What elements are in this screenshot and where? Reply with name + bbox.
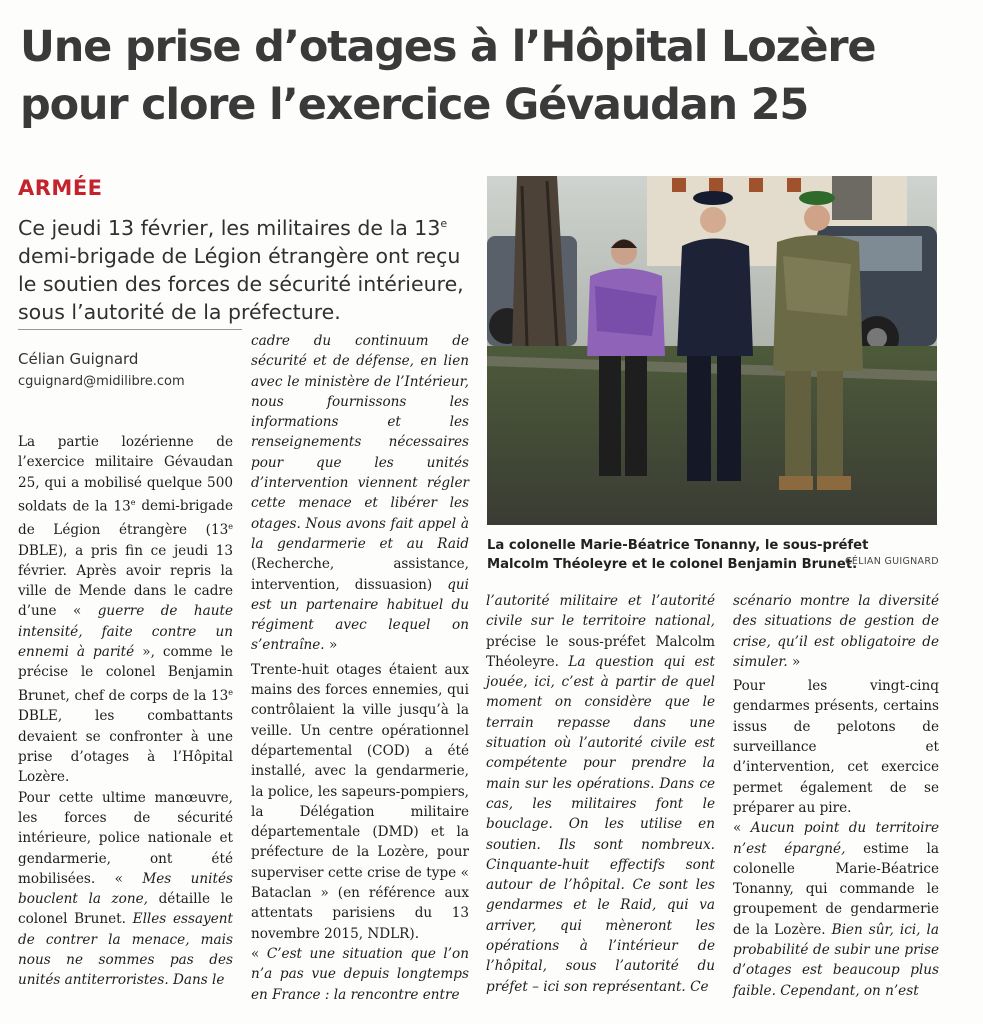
photo-caption: La colonelle Marie-Béatrice Tonanny, le sous-préfet Malcolm Théoleyre et le colonel Benjamin Brunet. xyxy=(487,538,869,572)
byline-author: Célian Guignard xyxy=(18,350,139,368)
article-paragraph: « C’est une situation que l’on n’a pas vue depuis longtemps en France : la rencontre entre xyxy=(251,945,469,1003)
article-paragraph: scénario montre la diversité des situations de gestion de crise, qu’il est obligatoire de simuler. » xyxy=(733,593,939,670)
byline-divider xyxy=(18,329,242,330)
headline-line-2: pour clore l’exercice Gévaudan 25 xyxy=(20,80,809,130)
photo-illustration xyxy=(487,176,937,525)
article-column-1 xyxy=(18,432,233,991)
section-label: ARMÉE xyxy=(18,176,103,200)
article-paragraph: La partie lozérienne de l’exercice militaire Gévaudan 25, qui a mobilisé quelque 500 soldats de la 13e demi-brigade de Légion étrangère (13e DBLE), a pris fin ce jeudi 13 février. Après avoir repris la ville de Mende dans le cadre d’une « guerre de haute intensité, faite contre un ennemi à parité », comme le précise le colonel Benjamin Brunet, chef de corps de la 13e DBLE, les combattants devaient se confronter à une prise d’otages à l’Hôpital Lozère. xyxy=(18,434,233,786)
article-column-2 xyxy=(251,331,469,1005)
headline xyxy=(20,18,970,134)
headline-line-1: Une prise d’otages à l’Hôpital Lozère xyxy=(20,22,876,72)
lead-paragraph: Ce jeudi 13 février, les militaires de la 13e demi-brigade de Légion étrangère ont reçu le soutien des forces de sécurité intérieure, sous l’autorité de la préfecture. xyxy=(18,215,464,324)
photo-credit: CÉLIAN GUIGNARD xyxy=(845,556,939,567)
article-photo xyxy=(487,176,937,525)
article-column-4 xyxy=(733,591,939,1001)
byline-email[interactable]: cguignard@midilibre.com xyxy=(18,374,185,389)
article-paragraph: « Aucun point du territoire n’est épargné, estime la colonelle Marie-Béatrice Tonanny, qui commande le groupement de gendarmerie de la Lozère. Bien sûr, ici, la probabilité de subir une prise d’otages est beaucoup plus faible. Cependant, on n’est xyxy=(733,820,939,999)
article-paragraph: cadre du continuum de sécurité et de défense, en lien avec le ministère de l’Intérieur, nous fournissons les informations et les renseignements nécessaires pour que les unités d’intervention viennent régler cette menace et libérer les otages. Nous avons fait appel à la gendarmerie et au Raid (Recherche, assistance, intervention, dissuasion) qui est un partenaire habituel du régiment avec lequel on s’entraîne. » xyxy=(251,333,469,654)
article-paragraph: Pour cette ultime manœuvre, les forces de sécurité intérieure, police nationale et gendarmerie, ont été mobilisées. « Mes unités bouclent la zone, détaille le colonel Brunet. Elles essayent de contrer la menace, mais nous ne sommes pas des unités antiterroristes. Dans le xyxy=(18,789,233,989)
article-paragraph: Pour les vingt-cinq gendarmes présents, certains issus de pelotons de surveillance et d’intervention, cet exercice permet également de se préparer au pire. xyxy=(733,678,939,816)
article-column-3 xyxy=(486,591,715,997)
article-paragraph: l’autorité militaire et l’autorité civile sur le territoire national, précise le sous-préfet Malcolm Théoleyre. La question qui est jouée, ici, c’est à partir de quel moment on considère que le terrain repasse dans une situation où l’autorité civile est compétente pour prendre la main sur les opérations. Dans ce cas, les militaires font le bouclage. On les utilise en soutien. Ils sont nombreux. Cinquante-huit effectifs sont autour de l’hôpital. Ce sont les gendarmes et le Raid, qui va arriver, qui mèneront les opérations à l’intérieur de l’hôpital, sous l’autorité du préfet – ici son représentant. Ce xyxy=(486,593,715,995)
article-paragraph: Trente-huit otages étaient aux mains des forces ennemies, qui contrôlaient la ville jusqu’à la veille. Un centre opérationnel départemental (COD) a été installé, avec la gendarmerie, la police, les sapeurs-pompiers, la Délégation militaire départementale (DMD) et la préfecture de la Lozère, pour superviser cette crise de type « Bataclan » (en référence aux attentats parisiens du 13 novembre 2015, NDLR). xyxy=(251,661,469,942)
